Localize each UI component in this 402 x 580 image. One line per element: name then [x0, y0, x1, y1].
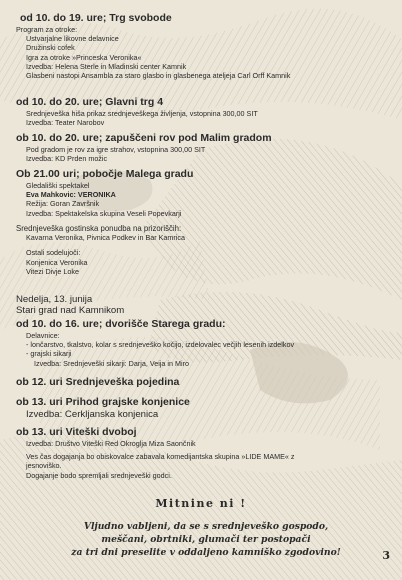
event-line: - lončarstvo, tkalstvo, kolar s srednjeveško kočijo, izdelovalec večjih lesenih izdelkov: [26, 340, 295, 350]
event-line: Dogajanje bodo spremljali srednjeveški godci.: [26, 470, 172, 480]
event-line: Kavarna Veronika, Pivnica Podkev in Bar Kamrica: [26, 233, 186, 243]
mitnine-title: Mitnine ni !: [155, 497, 247, 510]
event-line: Srednjeveška hiša prikaz srednjeveškega življenja, vstopnina 300,00 SIT: [26, 109, 258, 118]
closing-line: meščani, obrtniki, glumači ter postopači: [101, 534, 311, 545]
event-line: Eva Mahkovic: VERONIKA: [26, 190, 116, 200]
location-heading: Stari grad nad Kamnikom: [16, 305, 125, 316]
event-heading: od 10. do 20. ure; Glavni trg 4: [16, 96, 164, 108]
event-line: Izvedba: Spektakelska skupina Veseli Popevkarji: [26, 208, 182, 218]
event-line: Srednjeveška gostinska ponudba na prizoriščih:: [16, 224, 182, 233]
event-heading: ob 13. uri Prihod grajske konjenice: [16, 396, 190, 408]
event-heading: ob 13. uri Viteški dvoboj: [16, 426, 137, 438]
event-line: Ostali sodelujoči:: [26, 248, 81, 258]
event-line: Gledališki spektakel: [26, 181, 90, 190]
event-heading: od 10. do 19. ure; Trg svobode: [20, 12, 172, 24]
event-line: Izvedba: Srednjeveški sikarji: Darja, Veija in Miro: [34, 358, 189, 368]
event-block-dvoboj: [0, 426, 402, 480]
event-line: Program za otroke:: [16, 25, 78, 34]
event-line: - grajski sikarji: [26, 349, 72, 359]
event-block-rov: [0, 132, 402, 163]
event-line: Izvedba: Teater Narobov: [26, 118, 105, 128]
event-line: Konjenica Veronika: [26, 257, 88, 267]
page-number: 3: [382, 549, 390, 562]
sunday-header: [0, 294, 402, 316]
day-heading: Nedelja, 13. junija: [16, 294, 93, 305]
event-block-pojedina: [0, 376, 402, 389]
event-line: Glasbeni nastopi Ansambla za staro glasbo in glasbenega ateljeja Carl Orff Kamnik: [26, 71, 291, 81]
event-line: Ustvarjalne likovne delavnice: [26, 34, 119, 44]
event-heading: od 10. do 16. ure; dvorišče Starega gradu:: [16, 318, 226, 330]
event-block-pobocje: [0, 168, 402, 218]
closing-line: Vljudno vabljeni, da se s srednjeveško gospodo,: [83, 521, 329, 532]
event-heading: ob 10. do 20. ure; zapuščeni rov pod Malim gradom: [16, 132, 272, 144]
event-line: Pod gradom je rov za igre strahov, vstopnina 300,00 SIT: [26, 145, 206, 154]
event-block-glavni-trg: [0, 96, 402, 127]
event-line: Družinski cofek: [26, 43, 75, 53]
event-line: Ves čas dogajanja bo obiskovalce zabavala komedijantska skupina »LIDE MAME« z: [26, 452, 295, 462]
event-heading: Ob 21.00 uri; pobočje Malega gradu: [16, 168, 194, 180]
event-line: Vitezi Divje Loke: [26, 266, 80, 276]
event-line: Izvedba: Društvo Viteški Red Okroglja Miza Saončnik: [26, 439, 196, 448]
event-line: Režija: Goran Završnik: [26, 199, 100, 209]
catering-block: [0, 224, 402, 276]
event-line: Izvedba: Helena Sterle in Mladinski center Kamnik: [26, 61, 187, 71]
event-block-trg-svobode: [0, 12, 402, 80]
closing-invitation: [30, 520, 382, 559]
event-heading: ob 12. uri Srednjeveška pojedina: [16, 376, 180, 388]
event-block-dvorisce: [0, 318, 402, 368]
event-line: Delavnice:: [26, 331, 60, 340]
event-block-konjenica: [0, 396, 402, 421]
event-line: Izvedba: Cerkljanska konjenica: [26, 409, 159, 420]
event-line: Izvedba: KD Prden možic: [26, 154, 108, 164]
event-line: Igra za otroke »Princeska Veronika«: [26, 52, 142, 62]
closing-line: za tri dni preselite v oddaljeno kamniško zgodovino!: [71, 547, 341, 558]
event-line: jesnoviško.: [26, 461, 62, 471]
